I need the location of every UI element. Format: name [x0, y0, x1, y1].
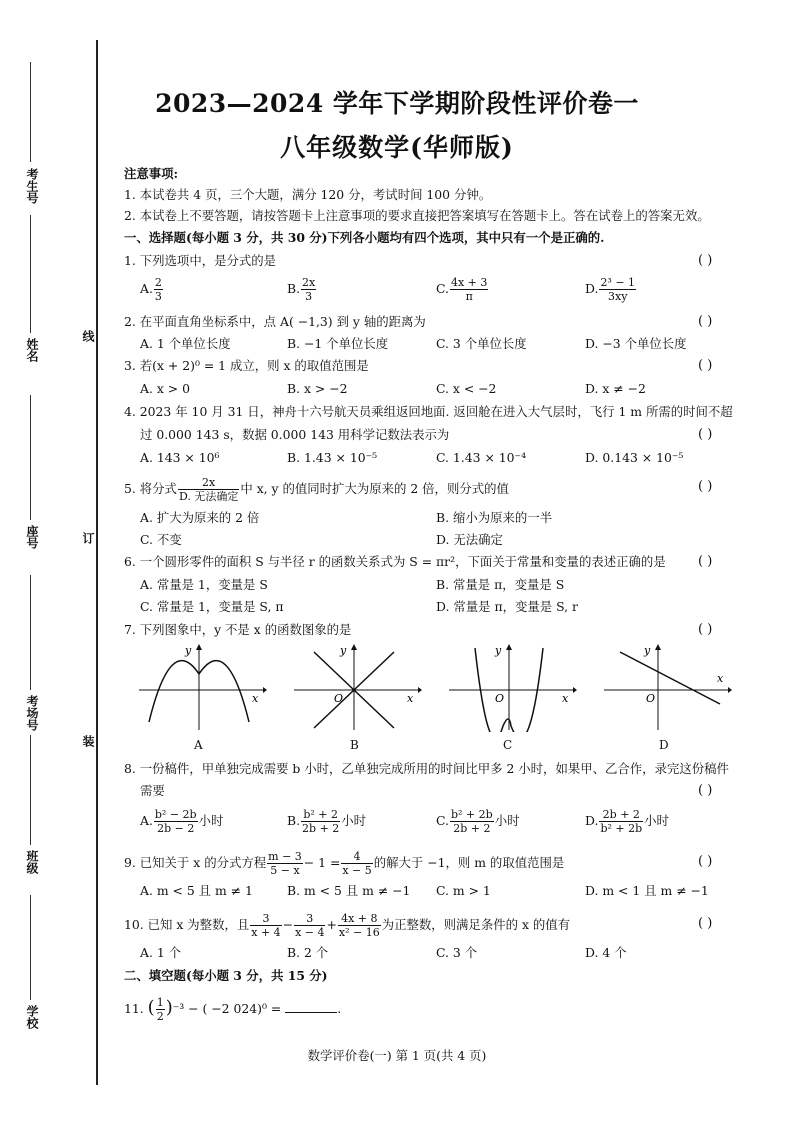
class-line	[30, 735, 31, 845]
exam-room-line	[30, 575, 31, 690]
q10-option-c: C. 3 个	[436, 945, 478, 960]
q5-stem: 5. 将分式 $\frac{2x}{\text{D. 无法确定}}$ 中 x, y 的值同时扩大为原来的 2 倍，则分式的值	[124, 476, 509, 503]
q7-graph-d	[602, 642, 732, 732]
q2-option-d: D. −3 个单位长度	[585, 336, 687, 351]
q5-option-c: C. 不变	[140, 532, 182, 547]
notice-item-2: 2. 本试卷上不要答题，请按答题卡上注意事项的要求直接把答案填写在答题卡上。答在试卷上的答案无效。	[124, 208, 710, 223]
q2-option-a: A. 1 个单位长度	[140, 336, 231, 351]
q4-stem-line1: 4. 2023 年 10 月 31 日，神舟十六号航天员乘组返回地面. 返回舱在进入大气层时，飞行 1 m 所需的时间不超	[124, 404, 733, 419]
q5-option-a: A. 扩大为原来的 2 倍	[140, 510, 260, 525]
q7-label-b: B	[350, 738, 359, 752]
q5-option-d: D. 无法确定	[436, 532, 503, 547]
q7-label-c: C	[503, 738, 513, 752]
notice-item-1: 1. 本试卷共 4 页，三个大题，满分 120 分，考试时间 100 分钟。	[124, 187, 492, 202]
q3-stem: 3. 若(x + 2)⁰ = 1 成立，则 x 的取值范围是	[124, 358, 369, 373]
q7-d-x-label: x	[717, 672, 724, 685]
q10-stem: 10. 已知 x 为整数，且 $\frac{3}{x + 4}$ − $\frac{3}{x - 4}$ + $\frac{4x + 8}{\text{x² − 16}}$ 为正整数，则满足条件的 x 的值有	[124, 912, 571, 939]
q7-answer-paren: ( )	[698, 622, 713, 637]
exam-title: 2023—2024 学年下学期阶段性评价卷一	[155, 89, 639, 118]
q1-option-d: D. $\frac{\text{2³ − 1}}{3xy}$	[585, 276, 636, 303]
q3-option-a: A. x > 0	[140, 381, 190, 396]
q4-option-a: A. 143 × 10⁶	[140, 450, 220, 465]
q11-stem: 11. ( $\frac{1}{2}$ )⁻³ − ( −2 024)⁰ = .	[124, 996, 342, 1023]
q8-option-a: A. $\frac{\text{b² − 2b}}{2b - 2}$ 小时	[140, 808, 224, 835]
section1-heading: 一、选择题(每小题 3 分，共 30 分)下列各小题均有四个选项，其中只有一个是正确的.	[124, 230, 605, 245]
q4-answer-paren: ( )	[698, 427, 713, 442]
q9-option-c: C. m > 1	[436, 883, 491, 898]
q7-a-y-label: y	[185, 644, 192, 657]
q7-a-x-label: x	[252, 692, 259, 705]
section2-heading: 二、填空题(每小题 3 分，共 15 分)	[124, 968, 328, 983]
q6-option-b: B. 常量是 π，变量是 S	[436, 577, 565, 592]
q9-option-b: B. m < 5 且 m ≠ −1	[287, 883, 411, 898]
q4-option-d: D. 0.143 × 10⁻⁵	[585, 450, 684, 465]
q10-option-a: A. 1 个	[140, 945, 182, 960]
q5-answer-paren: ( )	[698, 479, 713, 494]
q10-option-d: D. 4 个	[585, 945, 627, 960]
q8-option-b: B. $\frac{\text{b² + 2}}{2b + 2}$ 小时	[287, 808, 367, 835]
q5-option-b: B. 缩小为原来的一半	[436, 510, 553, 525]
q9-answer-paren: ( )	[698, 854, 713, 869]
notice-heading: 注意事项:	[124, 166, 179, 181]
q2-answer-paren: ( )	[698, 314, 713, 329]
q6-option-d: D. 常量是 π，变量是 S, r	[436, 599, 578, 614]
q6-option-a: A. 常量是 1，变量是 S	[140, 577, 268, 592]
q7-b-x-label: x	[407, 692, 414, 705]
q7-c-x-label: x	[562, 692, 569, 705]
q7-b-y-label: y	[340, 644, 347, 657]
binding-mark-bind: 装	[81, 735, 95, 747]
label-seat: 座号	[25, 525, 39, 549]
q1-option-a: A. $\frac{2}{3}$	[140, 276, 162, 303]
label-exam-room: 考场号	[25, 695, 39, 731]
q1-option-c: C. $\frac{4x + 3}{\pi}$	[436, 276, 488, 303]
q4-option-b: B. 1.43 × 10⁻⁵	[287, 450, 378, 465]
seat-line	[30, 395, 31, 520]
q6-stem: 6. 一个圆形零件的面积 S 与半径 r 的函数关系式为 S = πr²，下面关于常量和变量的表述正确的是	[124, 554, 666, 569]
q1-answer-paren: ( )	[698, 253, 713, 268]
q3-answer-paren: ( )	[698, 358, 713, 373]
page-footer: 数学评价卷(一) 第 1 页(共 4 页)	[307, 1048, 487, 1063]
q9-option-a: A. m < 5 且 m ≠ 1	[140, 883, 253, 898]
q4-stem-line2: 过 0.000 143 s，数据 0.000 143 用科学记数法表示为	[140, 427, 450, 442]
q6-answer-paren: ( )	[698, 554, 713, 569]
q8-option-d: D. $\frac{2b + 2}{\text{b² + 2b}}$ 小时	[585, 808, 669, 835]
q9-stem: 9. 已知关于 x 的分式方程 $\frac{m - 3}{5 - x}$ − 1 = $\frac{4}{x - 5}$ 的解大于 −1，则 m 的取值范围是	[124, 850, 565, 877]
q7-d-origin-label: O	[646, 692, 656, 705]
q3-option-b: B. x > −2	[287, 381, 348, 396]
q2-option-b: B. −1 个单位长度	[287, 336, 389, 351]
binding-mark-line: 线	[81, 330, 95, 342]
q8-stem-line1: 8. 一份稿件，甲单独完成需要 b 小时，乙单独完成所用的时间比甲多 2 小时，如果甲、乙合作，录完这份稿件	[124, 761, 729, 776]
q7-label-d: D	[659, 738, 669, 752]
q7-label-a: A	[194, 738, 203, 752]
exam-subtitle: 八年级数学(华师版)	[280, 133, 514, 162]
q8-stem-line2: 需要	[140, 783, 165, 798]
q7-c-y-label: y	[495, 644, 502, 657]
q7-b-origin-label: O	[334, 692, 344, 705]
label-class: 班级	[25, 850, 39, 874]
label-name: 姓名	[25, 338, 39, 362]
q1-stem: 1. 下列选项中，是分式的是	[124, 253, 277, 268]
q3-option-d: D. x ≠ −2	[585, 381, 646, 396]
q10-option-b: B. 2 个	[287, 945, 329, 960]
q4-option-c: C. 1.43 × 10⁻⁴	[436, 450, 527, 465]
q11-answer-blank	[285, 1012, 337, 1013]
school-line	[30, 895, 31, 1000]
q7-graph-c	[447, 642, 577, 732]
q7-graph-b	[292, 642, 422, 732]
q10-answer-paren: ( )	[698, 916, 713, 931]
label-school: 学校	[25, 1005, 39, 1029]
label-examinee-number: 考生号	[25, 168, 39, 204]
q2-stem: 2. 在平面直角坐标系中，点 A( −1,3) 到 y 轴的距离为	[124, 314, 426, 329]
q9-option-d: D. m < 1 且 m ≠ −1	[585, 883, 709, 898]
binding-mark-staple: 订	[81, 532, 95, 544]
q3-option-c: C. x < −2	[436, 381, 497, 396]
q7-stem: 7. 下列图象中，y 不是 x 的函数图象的是	[124, 622, 352, 637]
q8-option-c: C. $\frac{\text{b² + 2b}}{2b + 2}$ 小时	[436, 808, 520, 835]
margin-divider	[96, 40, 98, 1085]
q6-option-c: C. 常量是 1，变量是 S, π	[140, 599, 284, 614]
q8-answer-paren: ( )	[698, 783, 713, 798]
name-line	[30, 215, 31, 333]
q7-graph-a	[137, 642, 267, 732]
q2-option-c: C. 3 个单位长度	[436, 336, 527, 351]
q7-c-origin-label: O	[495, 692, 505, 705]
q7-d-y-label: y	[644, 644, 651, 657]
q1-option-b: B. $\frac{2x}{3}$	[287, 276, 316, 303]
binding-margin	[0, 0, 100, 1123]
